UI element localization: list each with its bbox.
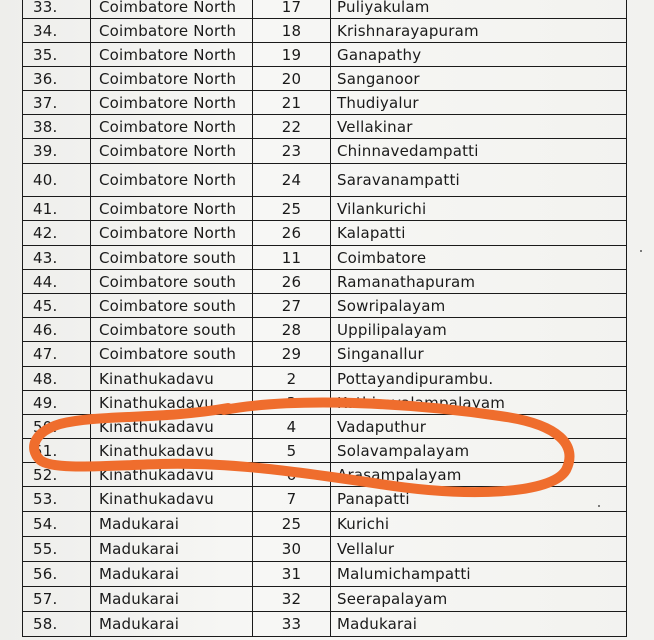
- table-row: [23, 463, 627, 487]
- ward-number-cell: 18: [253, 19, 331, 43]
- serial-number-cell: 50.: [23, 415, 91, 439]
- table-row: [23, 415, 627, 439]
- table-row: [23, 439, 627, 463]
- table-row: [23, 67, 627, 91]
- block-name-cell: Kinathukadavu: [91, 487, 253, 512]
- table-row: [23, 164, 627, 197]
- block-name-cell: Coimbatore south: [91, 294, 253, 318]
- serial-number-cell: 58.: [23, 612, 91, 637]
- ward-number-cell: 11: [253, 246, 331, 270]
- village-name-cell: Sowripalayam: [331, 294, 627, 318]
- ward-number-cell: 4: [253, 415, 331, 439]
- table-row: [23, 197, 627, 221]
- serial-number-cell: 57.: [23, 587, 91, 612]
- scan-speck: [640, 250, 642, 252]
- village-name-cell: Coimbatore: [331, 246, 627, 270]
- scan-speck: [598, 505, 600, 507]
- village-name-cell: Malumichampatti: [331, 562, 627, 587]
- ward-number-cell: 24: [253, 164, 331, 197]
- serial-number-cell: 39.: [23, 139, 91, 164]
- table-row: [23, 487, 627, 512]
- serial-number-cell: 36.: [23, 67, 91, 91]
- village-name-cell: Pottayandipurambu.: [331, 367, 627, 391]
- village-name-cell: Madukarai: [331, 612, 627, 637]
- ward-number-cell: 3: [253, 391, 331, 415]
- serial-number-cell: 56.: [23, 562, 91, 587]
- village-name-cell: Ramanathapuram: [331, 270, 627, 294]
- village-name-cell: Panapatti: [331, 487, 627, 512]
- table-row: [23, 115, 627, 139]
- table-row: [23, 562, 627, 587]
- block-name-cell: Coimbatore south: [91, 246, 253, 270]
- serial-number-cell: 44.: [23, 270, 91, 294]
- ward-number-cell: 5: [253, 439, 331, 463]
- ward-number-cell: 19: [253, 43, 331, 67]
- block-name-cell: Coimbatore North: [91, 0, 253, 19]
- scan-speck: [626, 410, 628, 412]
- block-name-cell: Coimbatore south: [91, 270, 253, 294]
- block-name-cell: Coimbatore North: [91, 115, 253, 139]
- serial-number-cell: 42.: [23, 221, 91, 246]
- table-row: [23, 139, 627, 164]
- serial-number-cell: 52.: [23, 463, 91, 487]
- block-name-cell: Kinathukadavu: [91, 439, 253, 463]
- serial-number-cell: 51.: [23, 439, 91, 463]
- serial-number-cell: 43.: [23, 246, 91, 270]
- register-table: [22, 0, 627, 637]
- ward-number-cell: 25: [253, 197, 331, 221]
- village-name-cell: Puliyakulam: [331, 0, 627, 19]
- ward-number-cell: 7: [253, 487, 331, 512]
- serial-number-cell: 48.: [23, 367, 91, 391]
- table-row: [23, 391, 627, 415]
- ward-number-cell: 20: [253, 67, 331, 91]
- serial-number-cell: 53.: [23, 487, 91, 512]
- village-name-cell: Vellalur: [331, 537, 627, 562]
- ward-number-cell: 26: [253, 221, 331, 246]
- table-row: [23, 537, 627, 562]
- table-row: [23, 246, 627, 270]
- table-row: [23, 91, 627, 115]
- ward-number-cell: 25: [253, 512, 331, 537]
- table-row: [23, 512, 627, 537]
- block-name-cell: Coimbatore North: [91, 43, 253, 67]
- block-name-cell: Madukarai: [91, 587, 253, 612]
- village-name-cell: Uppilipalayam: [331, 318, 627, 342]
- village-name-cell: Sanganoor: [331, 67, 627, 91]
- block-name-cell: Coimbatore North: [91, 221, 253, 246]
- village-name-cell: Thudiyalur: [331, 91, 627, 115]
- village-name-cell: Ganapathy: [331, 43, 627, 67]
- village-name-cell: Vadaputhur: [331, 415, 627, 439]
- village-name-cell: Saravanampatti: [331, 164, 627, 197]
- ward-number-cell: 2: [253, 367, 331, 391]
- village-name-cell: Vilankurichi: [331, 197, 627, 221]
- village-name-cell: Kalapatti: [331, 221, 627, 246]
- ward-number-cell: 30: [253, 537, 331, 562]
- serial-number-cell: 55.: [23, 537, 91, 562]
- serial-number-cell: 37.: [23, 91, 91, 115]
- ward-number-cell: 27: [253, 294, 331, 318]
- ward-number-cell: 22: [253, 115, 331, 139]
- ward-number-cell: 29: [253, 342, 331, 367]
- table-row: [23, 43, 627, 67]
- serial-number-cell: 47.: [23, 342, 91, 367]
- block-name-cell: Kinathukadavu: [91, 391, 253, 415]
- block-name-cell: Madukarai: [91, 537, 253, 562]
- village-name-cell: Seerapalayam: [331, 587, 627, 612]
- ward-number-cell: 17: [253, 0, 331, 19]
- table-row: [23, 294, 627, 318]
- ward-number-cell: 28: [253, 318, 331, 342]
- block-name-cell: Coimbatore North: [91, 91, 253, 115]
- serial-number-cell: 33.: [23, 0, 91, 19]
- block-name-cell: Coimbatore south: [91, 318, 253, 342]
- serial-number-cell: 38.: [23, 115, 91, 139]
- village-name-cell: Chinnavedampatti: [331, 139, 627, 164]
- block-name-cell: Coimbatore south: [91, 342, 253, 367]
- block-name-cell: Coimbatore North: [91, 164, 253, 197]
- table-row: [23, 367, 627, 391]
- serial-number-cell: 54.: [23, 512, 91, 537]
- ward-number-cell: 31: [253, 562, 331, 587]
- ward-number-cell: 6: [253, 463, 331, 487]
- table-row: [23, 318, 627, 342]
- register-table-body: [23, 0, 627, 637]
- serial-number-cell: 49.: [23, 391, 91, 415]
- village-name-cell: Vellakinar: [331, 115, 627, 139]
- block-name-cell: Kinathukadavu: [91, 415, 253, 439]
- village-name-cell: Kurichi: [331, 512, 627, 537]
- block-name-cell: Madukarai: [91, 562, 253, 587]
- table-row: [23, 342, 627, 367]
- village-name-cell: Arasampalayam: [331, 463, 627, 487]
- table-row: [23, 0, 627, 19]
- ward-number-cell: 26: [253, 270, 331, 294]
- village-name-cell: Krishnarayapuram: [331, 19, 627, 43]
- ward-number-cell: 33: [253, 612, 331, 637]
- serial-number-cell: 35.: [23, 43, 91, 67]
- serial-number-cell: 40.: [23, 164, 91, 197]
- village-name-cell: Singanallur: [331, 342, 627, 367]
- serial-number-cell: 45.: [23, 294, 91, 318]
- village-name-cell: Solavampalayam: [331, 439, 627, 463]
- block-name-cell: Kinathukadavu: [91, 463, 253, 487]
- table-row: [23, 612, 627, 637]
- block-name-cell: Coimbatore North: [91, 197, 253, 221]
- block-name-cell: Madukarai: [91, 512, 253, 537]
- block-name-cell: Coimbatore North: [91, 67, 253, 91]
- table-row: [23, 270, 627, 294]
- serial-number-cell: 46.: [23, 318, 91, 342]
- table-row: [23, 221, 627, 246]
- ward-number-cell: 32: [253, 587, 331, 612]
- block-name-cell: Coimbatore North: [91, 139, 253, 164]
- table-row: [23, 19, 627, 43]
- block-name-cell: Kinathukadavu: [91, 367, 253, 391]
- village-name-cell: Kuthiravalampalayam: [331, 391, 627, 415]
- serial-number-cell: 41.: [23, 197, 91, 221]
- block-name-cell: Coimbatore North: [91, 19, 253, 43]
- table-row: [23, 587, 627, 612]
- serial-number-cell: 34.: [23, 19, 91, 43]
- block-name-cell: Madukarai: [91, 612, 253, 637]
- ward-number-cell: 21: [253, 91, 331, 115]
- ward-number-cell: 23: [253, 139, 331, 164]
